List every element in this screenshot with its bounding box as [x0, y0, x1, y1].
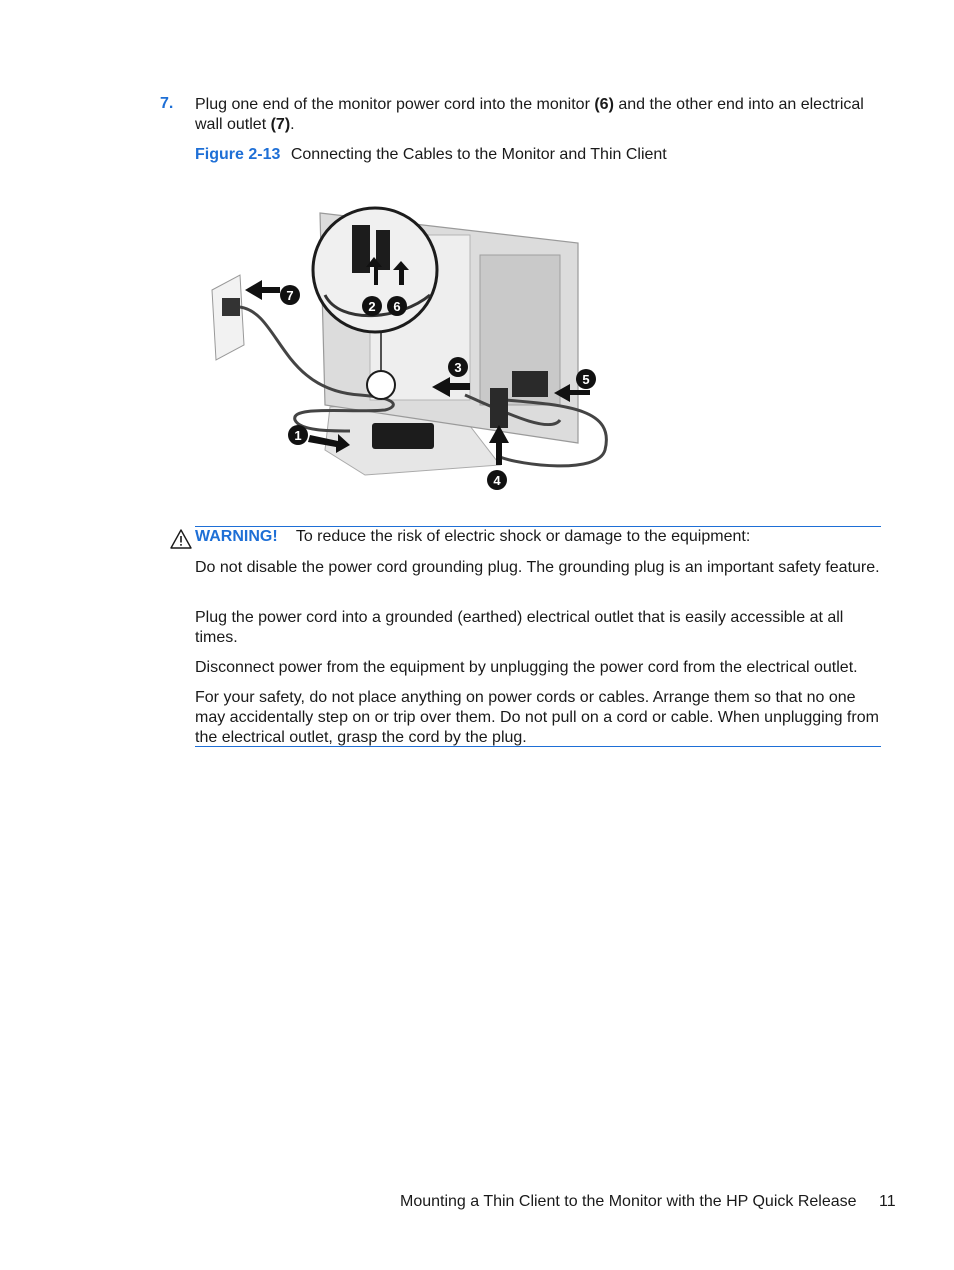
callout-7: 7 [286, 288, 294, 303]
warning-paragraph-4: For your safety, do not place anything on power cords or cables. Arrange them so that no one may accidentally step on or trip over them. Do not pull on a cord or cable. When unplugging from the electrical outlet, grasp the cord by the plug. [195, 689, 879, 746]
footer-title: Mounting a Thin Client to the Monitor with the HP Quick Release [400, 1193, 857, 1210]
figure-caption-text: Connecting the Cables to the Monitor and Thin Client [290, 146, 667, 163]
callout-4: 4 [493, 473, 501, 488]
figure-id: Figure 2-13 [195, 146, 281, 163]
callout-6: 6 [393, 299, 401, 314]
warning-icon [170, 529, 192, 549]
callout-3: 3 [454, 360, 462, 375]
step-bold-2: (7) [270, 116, 291, 133]
callout-1: 1 [294, 428, 302, 443]
warning-intro: To reduce the risk of electric shock or damage to the equipment: [295, 528, 751, 545]
callout-2: 2 [368, 299, 376, 314]
warning-paragraph-1: Do not disable the power cord grounding plug. The grounding plug is an important safety feature. [195, 559, 880, 576]
callout-5: 5 [582, 372, 590, 387]
page-footer [400, 1193, 896, 1211]
step-text [195, 95, 885, 135]
warning-label: WARNING! [195, 528, 278, 545]
step-text-2: and the other end into an electrical wall outlet [195, 96, 864, 133]
step-text-1: Plug one end of the monitor power cord into the monitor [195, 96, 595, 113]
figure-caption [195, 146, 667, 164]
warning-heading [195, 528, 750, 546]
warning-paragraph-3: Disconnect power from the equipment by unplugging the power cord from the electrical outlet. [195, 659, 858, 676]
step-text-3: . [290, 116, 295, 133]
warning-bottom-rule [195, 746, 881, 747]
cable-connection-illustration [200, 195, 620, 505]
warning-paragraph-2: Plug the power cord into a grounded (earthed) electrical outlet that is easily accessible at all times. [195, 609, 844, 646]
warning-top-rule [195, 526, 881, 527]
page-number: 11 [878, 1193, 896, 1210]
step-bold-1: (6) [594, 96, 614, 113]
step-number: 7. [160, 95, 174, 112]
